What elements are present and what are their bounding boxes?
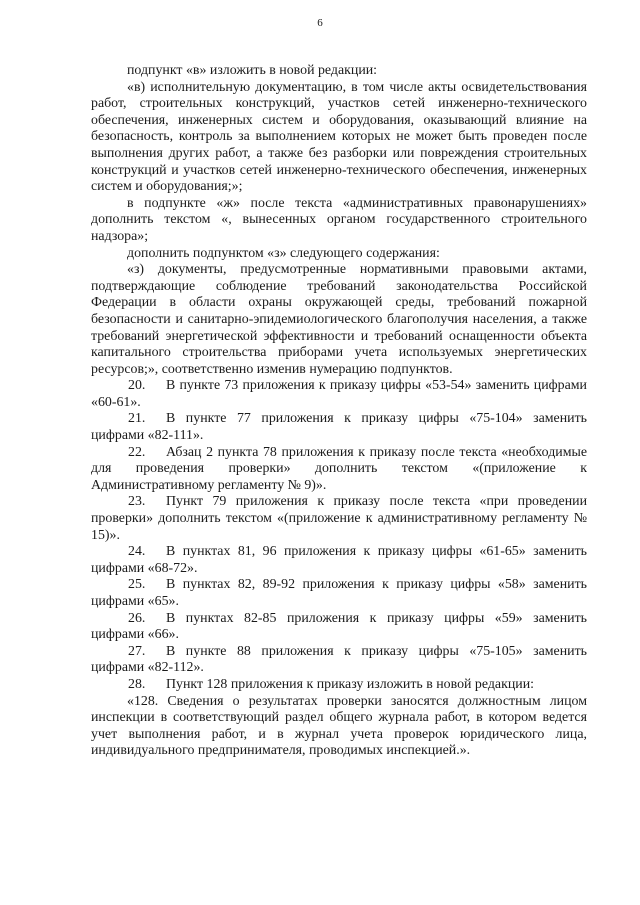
item-number: 25. xyxy=(128,577,146,593)
item-number: 23. xyxy=(128,494,146,510)
numbered-item-25 xyxy=(91,577,587,610)
item-text: В пунктах 82-85 приложения к приказу цифры «59» заменить цифрами «66». xyxy=(91,610,587,643)
item-text: В пунктах 82, 89-92 приложения к приказу цифры «58» заменить цифрами «65». xyxy=(91,577,587,609)
paragraph-add-subpoint-z: дополнить подпунктом «з» следующего содержания: xyxy=(127,245,440,261)
item-number: 28. xyxy=(128,676,146,692)
item-number: 26. xyxy=(128,610,146,626)
numbered-item-20 xyxy=(91,378,587,411)
paragraph-subpoint-v-text: «в) исполнительную документацию, в том числе акты освидетельствования работ, строительных конструкций, участков сетей инженерно-технического обеспечения, инженерных систем и оборудования, оказывающий влияние на безопасность, контроль за выполнением которых не может быть проведен после выполнения других работ, а также без разборки или повреждения строительных конструкций и участков сетей инженерно-технического обеспечения, инженерных систем и оборудования;»; xyxy=(91,79,587,195)
numbered-item-23 xyxy=(91,494,587,544)
item-text: Пункт 128 приложения к приказу изложить в новой редакции: xyxy=(166,676,534,692)
numbered-item-21 xyxy=(91,411,587,444)
item-number: 22. xyxy=(128,444,146,460)
paragraph-subpoint-zh: в подпункте «ж» после текста «административных правонарушениях» дополнить текстом «, вынесенных органом государственного строительного надзора»; xyxy=(91,195,587,244)
numbered-item-26 xyxy=(91,611,587,644)
document-body xyxy=(91,63,587,760)
item-text: Абзац 2 пункта 78 приложения к приказу после текста «необходимые для проведения проверки» дополнить текстом «(приложение к Административному регламенту № 9)». xyxy=(91,444,587,493)
item-text: В пункте 88 приложения к приказу цифры «75-105» заменить цифрами «82-112». xyxy=(91,643,587,676)
paragraph-subpoint-z-text: «з) документы, предусмотренные нормативными правовыми актами, подтверждающие соблюдение требований законодательства Российской Федерации в области охраны окружающей среды, требований пожарной безопасности и санитарно-эпидемиологического благополучия населения, а также требований энергетической эффективности и требований оснащенности объекта капитального строительства приборами учета используемых энергетических ресурсов;», соответственно изменив нумерацию подпунктов. xyxy=(91,262,587,377)
paragraph-amend-subpoint-v: подпункт «в» изложить в новой редакции: xyxy=(127,63,378,78)
numbered-item-27 xyxy=(91,644,587,677)
item-number: 20. xyxy=(128,378,146,394)
item-text: Пункт 79 приложения к приказу после текста «при проведении проверки» дополнить текстом «(приложение к административному регламенту № 15)». xyxy=(91,494,587,543)
numbered-item-24 xyxy=(91,544,587,577)
item-number: 21. xyxy=(128,411,146,427)
item-text: В пункте 77 приложения к приказу цифры «75-104» заменить цифрами «82-111». xyxy=(91,411,587,444)
item-text: В пункте 73 приложения к приказу цифры «53-54» заменить цифрами «60-61». xyxy=(91,378,587,410)
page-number: 6 xyxy=(317,17,323,29)
paragraph-point-128-text: «128. Сведения о результатах проверки заносятся должностным лицом инспекции в соответствующий раздел общего журнала работ, в котором ведется учет выполнения работ, и в журнал учета проверок юридического лица, индивидуального предпринимателя, проводимых инспекцией.». xyxy=(91,693,587,759)
item-text: В пунктах 81, 96 приложения к приказу цифры «61-65» заменить цифрами «68-72». xyxy=(91,544,587,576)
numbered-item-28 xyxy=(91,677,587,694)
item-number: 27. xyxy=(128,643,146,659)
numbered-item-22 xyxy=(91,445,587,495)
item-number: 24. xyxy=(128,544,146,560)
